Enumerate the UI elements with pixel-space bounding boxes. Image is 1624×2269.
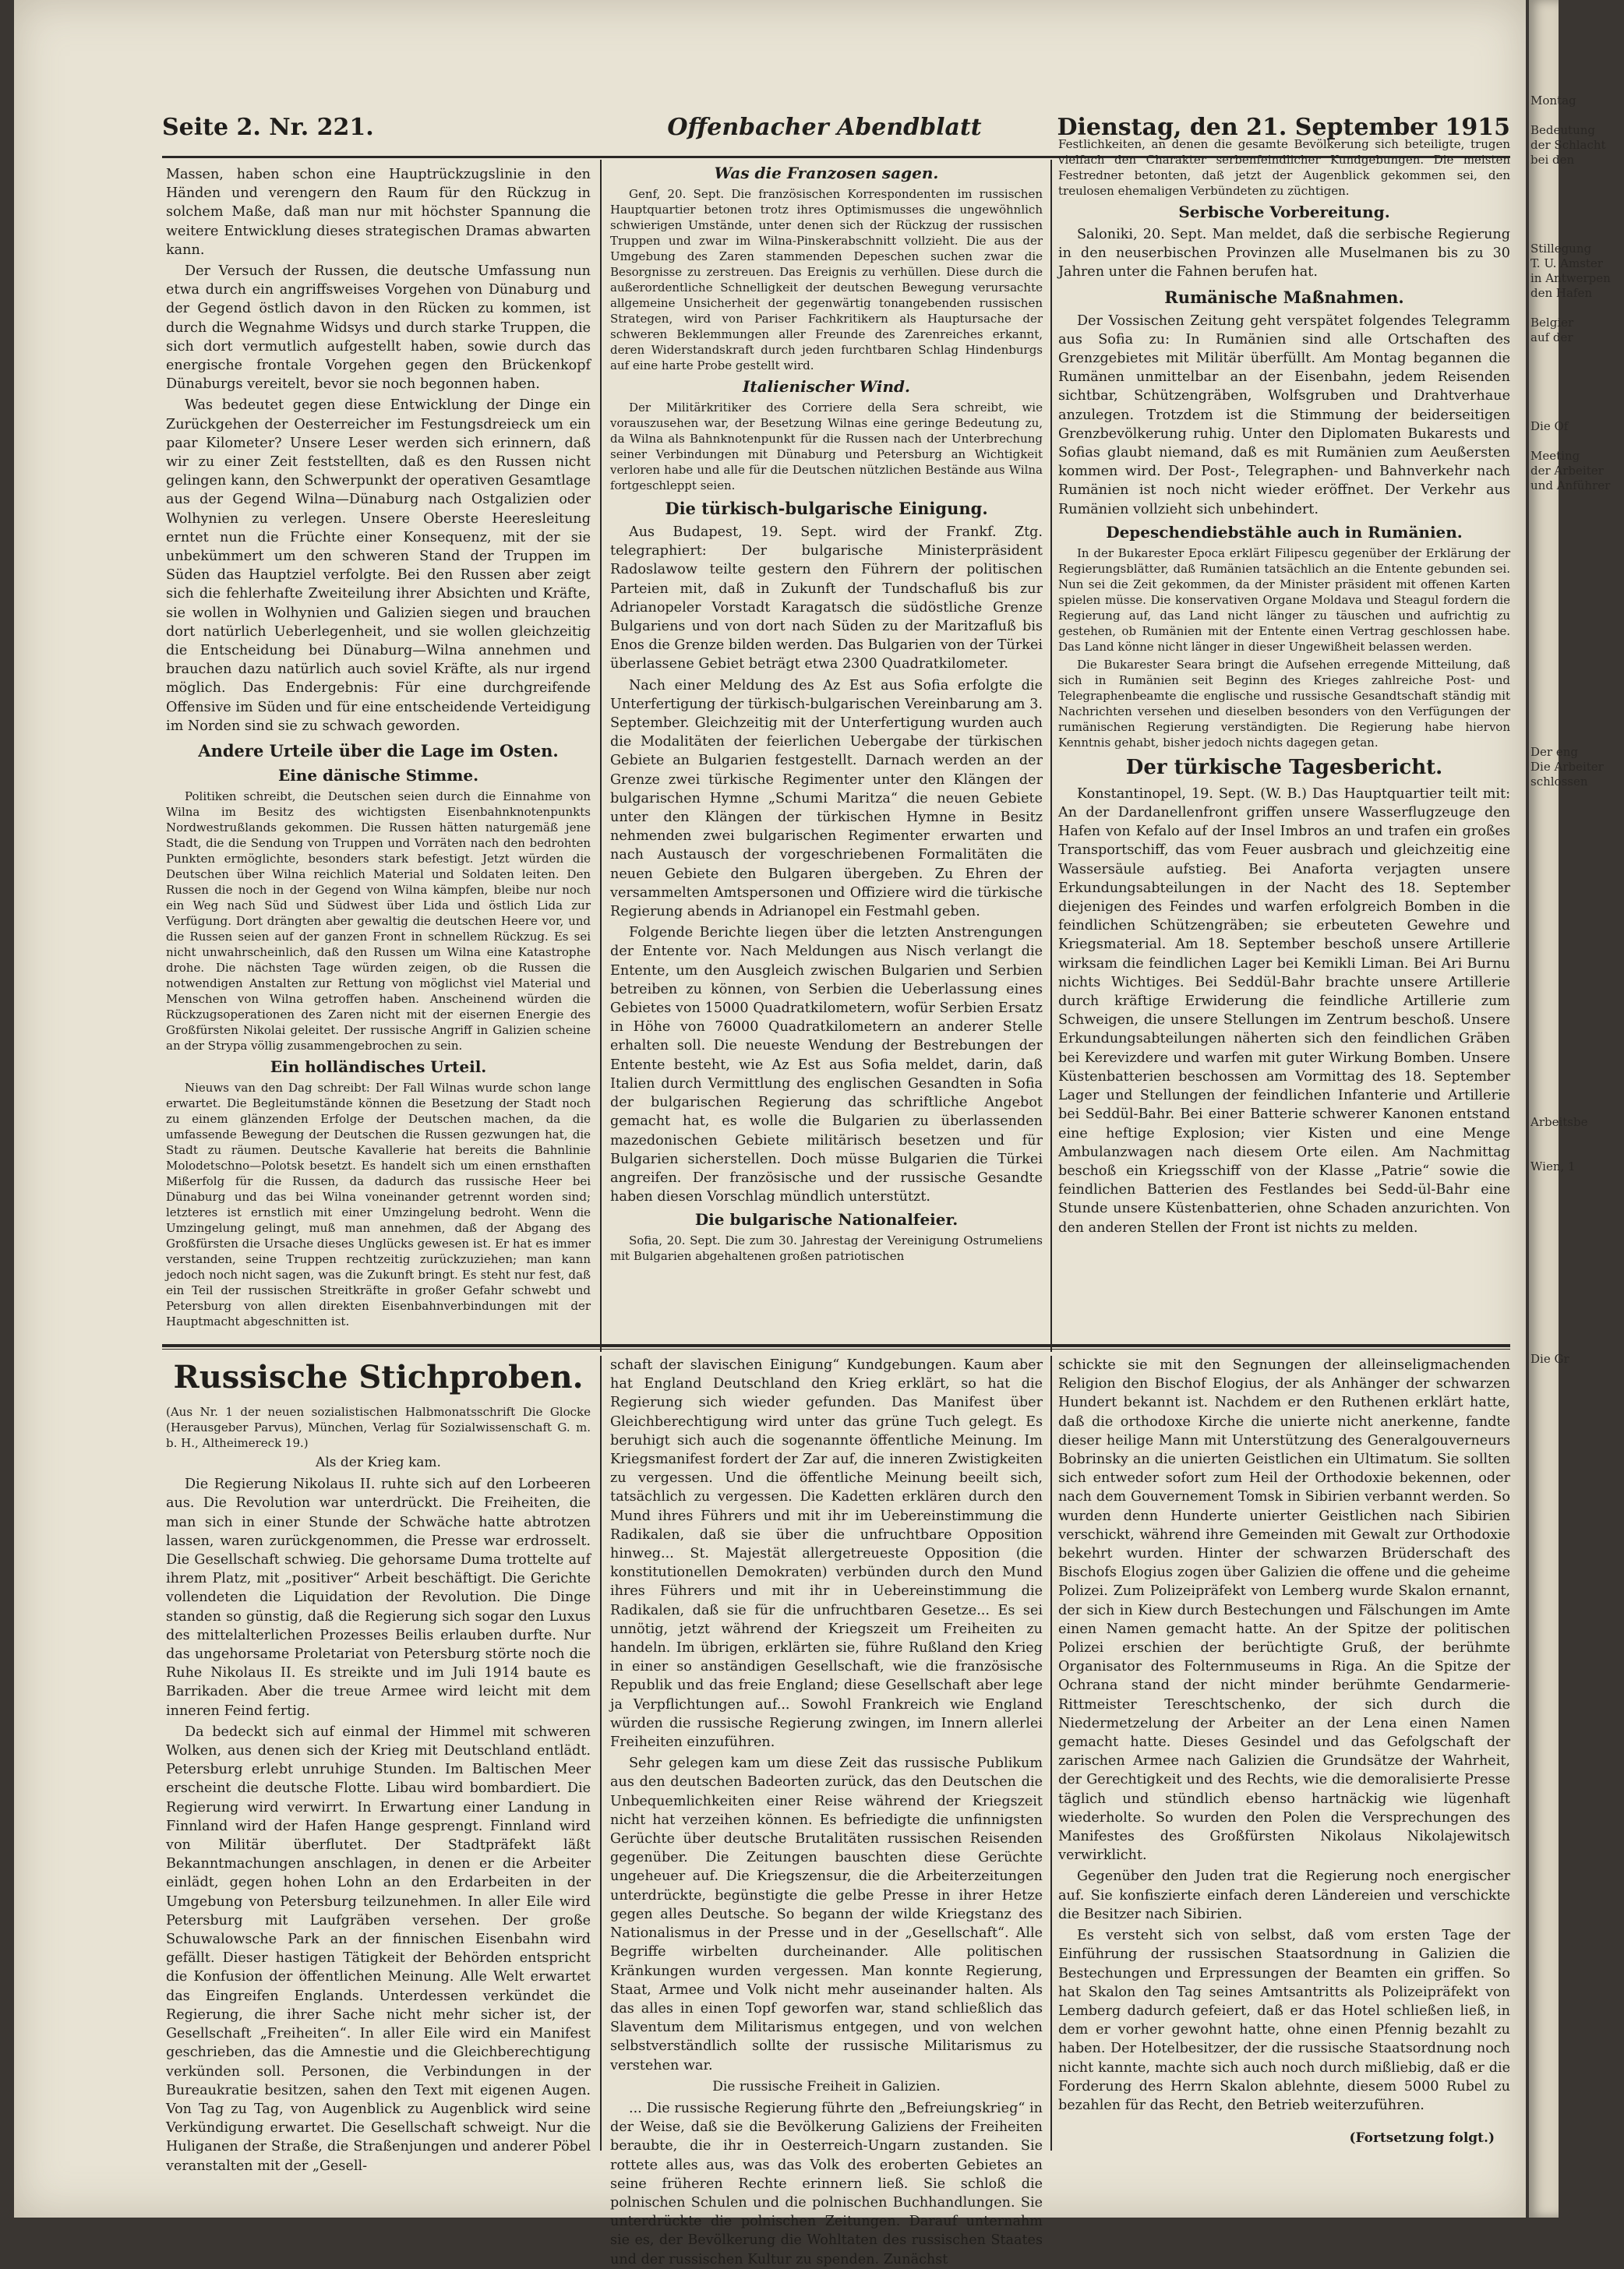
edge-text-line — [1530, 1011, 1624, 1026]
edge-text-line — [1530, 1130, 1624, 1145]
edge-text-line — [1530, 168, 1624, 182]
paragraph: Saloniki, 20. Sept. Man meldet, daß die serbische Regierung in den neuserbischen Provinzen alle Muselmanen bis zu 30 Jahren unter die Fahnen berufen hat. — [1058, 227, 1510, 281]
paragraph: Politiken schreibt, die Deutschen seien durch die Einnahme von Wilna im Besitz des wichtigsten Eisenbahnknotenpunkts Nordwestrußlands gekommen. Die Russen hätten naturgemäß jene Stadt, die die Sendung von Truppen und Vorräten nach den bedrohten Punkten ermöglichte, besonders stark befestigt. Jetzt würden die Deutschen über Wilna reichlich Material und Soldaten leiten. Den Russen die noch in der Gegend von Wilna kämpfen, bleibe nur noch ein Weg nach Süd und Südwest über Lida und östlich Lida zur Verfügung. Dort drängten aber gewaltig die deutschen Heere vor, und die Russen seien auf der ganzen Front in schnellem Rückzug. Es sei nicht unwahrscheinlich, daß den Russen um Wilna eine Katastrophe drohe. Die nächsten Tage würden zeigen, ob die Russen die notwendigen Anstalten zur Rettung von möglichst viel Material und Menschen von Wilna getroffen haben. Anscheinend würden die Rückzugsoperationen des Zaren nicht mit der eisernen Energie des Großfürsten Nikolai geleitet. Der russische Angriff in Galizien scheine an der Strypa völlig zusammengebrochen zu sein. — [166, 789, 591, 1053]
next-page-edge — [1529, 0, 1611, 2218]
edge-text-line: Arbeitsbe — [1530, 1115, 1588, 1129]
edge-text-line — [1530, 967, 1624, 982]
edge-text-line — [1530, 375, 1624, 390]
paragraph: Massen, haben schon eine Hauptrückzugslinie in den Händen und verengern den Raum für den Rückzug in solchem Maße, daß man nur mit höchster Spannung die weitere Entwicklung dieses strategischen Dramas abwarten kann. — [166, 167, 591, 258]
paragraph: schickte sie mit den Segnungen der alleinseligmachenden Religion den Bischof Elogius, der als Anhänger der schwarzen Hundert bekannt ist. Nachdem er den Ruthenen erklärt hatte, daß die orthodoxe Kirche die unierte nicht anerkenne, fandte dieser heilige Mann mit Unterstützung des Generalgouverneurs Bobrinsky an die unierten Geistlichen ein Ultimatum. Sie sollten sich entweder sofort zum Heil der Orthodoxie bekennen, oder nach dem Gouvernement Tomsk in Sibirien verbannt werden. So wurden denn Hunderte unierter Geistlichen nach Sibirien verschickt, während ihre Gemeinden mit Gewalt zur Orthodoxie bekehrt wurden. Hinter der schwarzen Brüderschaft des Bischofs Elogius zogen über Galizien die offene und die geheime Polizei. Zum Polizeipräfekt von Lemberg wurde Skalon ernannt, der sich in Kiew durch Bestechungen und Fälschungen im Amte einen Namen gemacht hatte. An der Spitze der politischen Polizei erschien der berüchtigte Gruß, der berühmte Organisator des Folternmuseums in Riga. An die Spitze der Ochrana stand der nicht minder berühmte Gendarmerie-Rittmeister Tereschtschenko, der sich durch die Niedermetzelung der Arbeiter an der Lena einen Namen gemacht hatte. Dieses Gesindel und das Gefolgschaft der zarischen Armee nach Galizien die Grundsätze der Wahrheit, der Gerechtigkeit und des Rechts, wie die demoralisierte Presse täglich und stündlich ebenso hartnäckig wie lügenhaft wiederholte. So wurden den Polen die Versprechungen des Manifestes des Großfürsten Nikolaus Nikolajewitsch verwirklicht. — [1058, 1357, 1510, 1864]
edge-text-line — [1530, 878, 1624, 893]
headline-depeschen: Depeschendiebstähle auch in Rumänien. — [1106, 522, 1463, 542]
edge-text-line — [1530, 612, 1624, 626]
edge-text-line — [1530, 1293, 1624, 1307]
paragraph: Der Versuch der Russen, die deutsche Umfassung nun etwa durch ein angriffsweises Vorgehen von Dünaburg und der Gegend östlich davon in den Rücken zu kommen, ist durch die Wegnahme Widsys und durch starke Truppen, die sich dort vermutlich aufgestellt haben, sowie durch das energische frontale Vorgehen gegen den Brückenkopf Dünaburgs vereitelt, bevor sie noch begonnen haben. — [166, 263, 591, 393]
edge-text-line: den Hafen — [1530, 286, 1593, 300]
edge-text-line — [1530, 1100, 1624, 1115]
edge-text-line — [1530, 982, 1624, 997]
edge-text-line — [1530, 1382, 1624, 1396]
edge-text-line: Montag — [1530, 94, 1576, 108]
edge-text-line: Wien, 1 — [1530, 1159, 1576, 1173]
column-rule — [600, 1356, 602, 2151]
headline-franzosen: Was die Franzosen sagen. — [714, 164, 939, 182]
headline-tuerkisch-bulgarisch: Die türkisch-bulgarische Einigung. — [665, 499, 988, 518]
paragraph: Nach einer Meldung des Az Est aus Sofia erfolgte die Unterfertigung der türkisch-bulgarischen Vereinbarung am 3. September. Gleichzeitig mit der Unterfertigung wurden auch die Modalitäten der feierlichen Uebergabe der türkischen Gebiete an Bulgarien festgestellt. Darnach werden an der Grenze zwei türkische Regimenter unter den Klängen der bulgarischen Hymne „Schumi Maritza“ die neuen Gebiete unter den Klängen der türkischen Hymne in Besitz nehmenden zwei bulgarischen Regimenter erwarten und nach Austausch der vorgeschriebenen Formalitäten die neuen Gebiete den Bulgaren übergeben. Zu Ehren der versammelten Amtspersonen und Offiziere wird die türkische Regierung abends in Adrianopel ein Festmahl geben. — [610, 677, 1043, 920]
edge-text-line — [1530, 301, 1624, 316]
column-1 — [166, 165, 591, 1350]
subheadline-krieg: Als der Krieg kam. — [316, 1455, 441, 1470]
headline-nationalfeier: Die bulgarische Nationalfeier. — [694, 1210, 959, 1230]
edge-text-line — [1530, 597, 1624, 612]
continuation-note: (Fortsetzung folgt.) — [1349, 2130, 1495, 2146]
newspaper-title: Offenbacher Abendblatt — [667, 114, 982, 141]
edge-text-line: Bedeutung — [1530, 123, 1595, 137]
paragraph: Konstantinopel, 19. Sept. (W. B.) Das Hauptquartier teilt mit: An der Dardanellenfront griffen unsere Wasserflugzeuge den Hafen von Kefalo auf der Insel Imbros an und trafen ein großes Transportschiff, das vom Feuer ausbrach und gleichzeitig eine Wassersäule aufstieg. Bei Anaforta verjagten unsere Erkundungsabteilungen in der Nacht des 18. September diejenigen des Feindes und warfen erfolgreich Bomben in die feindlichen Schützengräben; sie erbeuteten Gewehre und Kriegsmaterial. Am 18. September beschoß unsere Artillerie wirksam die feindlichen Lager bei Kemikli Liman. Bei Ari Burnu nichts Wichtiges. Bei Seddül-Bahr brachte unsere Artillerie durch kräftige Erwiderung die feindliche Artillerie zum Schweigen, die unsere Stellungen im Zentrum beschoß. Unsere Erkundungsabteilungen näherten sich den feindlichen Gräben bei Kerevizdere und warfen mit guter Wirkung Bomben. Unsere Küstenbatterien beschossen am Vormittag des 18. September Lager und Stellungen der feindlichen Infanterie und Artillerie bei Seddül-Bahr. Bei einer Batterie schwerer Kanonen entstand eine heftige Explosion; vier Kisten und eine Menge Ambulanzwagen nach diesem Orte eilen. Am Nachmittag beschoß ein Kriegsschiff von der Klasse „Patrie“ sowie die feindlichen Batterien des Festlandes bei Sedd-ül-Bahr eine Stunde unsere Küstenbatterien, ohne Schaden anzurichten. Von den anderen Stellen der Front ist nichts zu melden. — [1058, 785, 1510, 1236]
column-3 — [1058, 136, 1510, 1350]
edge-text-line: bei den — [1530, 153, 1575, 167]
edge-text-line — [1530, 523, 1624, 538]
edge-text-line: der Arbeiter — [1530, 464, 1604, 478]
edge-text-line — [1530, 404, 1624, 419]
edge-text-line: in Antwerpen — [1530, 271, 1611, 285]
paragraph: Folgende Berichte liegen über die letzten Anstrengungen der Entente vor. Nach Meldungen aus Nisch verlangt die Entente, um den Ausgleich zwischen Bulgarien und Serbien betreiben zu können, von Serbien die Ueberlassung eines Gebietes von 15000 Quadratkilometern, wofür Serbien Ersatz in Höhe von 76000 Quadratkilometern an anderer Stelle erhalten soll. Die neueste Wendung der Bestrebungen der Entente besteht, wie Az Est aus Sofia meldet, darin, daß Italien durch Vermittlung des englischen Gesandten in Sofia der bulgarischen Regierung das schriftliche Angebot gemacht hat, es wolle die Bulgarien zu überlassenden mazedonischen Gebiete militärisch besetzen und für Bulgarien sicherstellen. Doch müsse Bulgarien die Türkei angreifen. Der französische und der russische Gesandte haben diesen Vorschlag mündlich unterstützt. — [610, 925, 1043, 1205]
subheadline-daenisch: Eine dänische Stimme. — [277, 766, 479, 785]
paragraph: schaft der slavischen Einigung“ Kundgebungen. Kaum aber hat England Deutschland den Krieg erklärt, so hat die Regierung sich wieder gefunden. Das Manifest über Gleichberechtigung wird unter das grüne Tuch gelegt. Es beruhigt sich auch die sogenannte öffentliche Meinung. Im Kriegsmanifest fordert der Zar auf, die inneren Zwistigkeiten zu vergessen. Und die öffentliche Meinung beeilt sich, tatsächlich zu vergessen. Die Kadetten erklären durch den Mund ihres Führers und mit ihr im Uebereinstimmung die Radikalen, daß sie über die unfruchtbare Opposition hinweg... St. Majestät allergetreueste Opposition (die konstitutionellen Demokraten) verbünden durch den Mund ihres Führers und mit ihr in Uebereinstimmung die Radikalen, daß sie für die unfruchtbaren Gesetze... Es sei unnötig, jetzt während der Kriegszeit um Freiheiten zu handeln. Im übrigen, erklärten sie, führe Rußland den Krieg in einer so anständigen Gesellschaft, wie die französische Republik und das freie England; diese Gesellschaft aber lege ja Verpflichtungen auf... Sowohl Frankreich wie England würden die russische Regierung zwingen, im Innern allerlei Freiheiten einzuführen. — [610, 1357, 1043, 1751]
edge-text-line — [1530, 686, 1624, 700]
edge-text-line — [1530, 1307, 1624, 1322]
paragraph: Was bedeutet gegen diese Entwicklung der Dinge ein Zurückgehen der Oesterreicher im Festungsdreieck um ein paar Kilometer? Unsere Leser werden sich erinnern, daß wir zu einer Zeit feststellten, daß es den Russen nicht gelingen kann, den Schwerpunkt der operativen Gesamtlage aus der Gegend Wilna—Dünaburg nach Ostgalizien oder Wolhynien zu verlegen. Unsere Oberste Heeresleitung erntet nun die Früchte einer Konsequenz, mit der sie unbekümmert um den schweren Stand der Truppen im Süden das Hauptziel verfolgte. Bei den Russen aber zeigt sich die fehlerhafte Zweiteilung ihrer Absichten und Kräfte, sie wollen in Wolhynien und Galizien siegen und brauchen dort natürlich Ueberlegenheit, und sie wollen gleichzeitig die Entscheidung bei Dünaburg—Wilna annehmen und brauchen dazu natürlich auch soviel Kräfte, als nur irgend möglich. Das Endergebnis: Für eine durchgreifende Offensive im Süden und für eine entscheidende Verteidigung im Norden sind sie zu schwach geworden. — [166, 397, 591, 734]
edge-text-line — [1530, 641, 1624, 656]
edge-text-line — [1530, 804, 1624, 819]
edge-text-line — [1530, 700, 1624, 715]
edge-text-line — [1530, 1189, 1624, 1204]
column-rule — [1050, 160, 1052, 1352]
edge-text-line — [1530, 671, 1624, 686]
headline-rumaenisch: Rumänische Maßnahmen. — [1164, 287, 1404, 307]
paragraph: Die Regierung Nikolaus II. ruhte sich auf den Lorbeeren aus. Die Revolution war unterdrückt. Die Freiheiten, die man sich in einer Stunde der Schwäche hatte abtrotzen lassen, waren zurückgenommen, die Presse war erdrosselt. Die Gesellschaft schwieg. Die gehorsame Duma trottelte auf ihrem Platz, mit „positiver“ Arbeit beschäftigt. Die Gerichte vollendeten die Liquidation der Revolution. Die Dinge standen so günstig, daß die Regierung sich sogar den Luxus des mittelalterlichen Prozesses Beilis erlauben durfte. Nur das ungehorsame Proletariat von Petersburg störte noch die Ruhe Nikolaus II. Es streikte und im Juli 1914 baute es Barrikaden. Aber die treue Armee wird leicht mit dem inneren Feind fertig. — [166, 1477, 591, 1719]
edge-text-line — [1530, 508, 1624, 523]
edge-text-line — [1530, 1204, 1624, 1219]
edge-text-line: Die Gr — [1530, 1352, 1569, 1366]
edge-text-line — [1530, 552, 1624, 567]
edge-text-line — [1530, 182, 1624, 197]
edge-text-line — [1530, 1056, 1624, 1071]
edge-text-line — [1530, 197, 1624, 212]
issue-date: Dienstag, den 21. September 1915 — [1057, 114, 1510, 141]
feuilleton-column-2 — [610, 1356, 1043, 2267]
edge-text-line: Stillegung — [1530, 242, 1592, 256]
paragraph: Da bedeckt sich auf einmal der Himmel mit schweren Wolken, aus denen sich der Krieg mit Deutschland entlädt. Petersburg erlebt unruhige Stunden. Im Baltischen Meer erscheint die deutsche Flotte. Libau wird bombardiert. Die Regierung wird verwirrt. In Erwartung einer Landung in Finnland wird der Hafen Hange gesprengt. Finnland wird von Militär überflutet. Der Stadtpräfekt läßt Bekanntmachungen anschlagen, in denen er die Arbeiter einlädt, gegen hohen Lohn an den Erdarbeiten in der Umgebung von Petersburg teilzunehmen. In aller Eile wird Petersburg mit Laufgräben versehen. Der große Schuwalowsche Park an der finnischen Eisenbahn wird gefällt. Dieser hastigen Tätigkeit der Behörden entspricht die Konfusion der öffentlichen Meinung. Alle Welt erwartet das Eingreifen Englands. Unterdessen verkündet die Regierung, die ihrer Sache nicht mehr sicher ist, der Gesellschaft „Freiheiten“. In aller Eile wird ein Manifest geschrieben, das die Amnestie und die Gleichberechtigung verkünden soll. Personen, die Verbindungen in der Bureaukratie besitzen, sahen den Text mit eigenen Augen. Von Tag zu Tag, von Augenblick zu Augenblick wird seine Verkündigung erwartet. Die Gesellschaft schweigt. Nur die Huliganen der Straße, die Straßenjungen und anderer Pöbel veranstalten mit der „Gesell- — [166, 1724, 591, 2174]
edge-text-line — [1530, 1248, 1624, 1263]
paragraph: Gegenüber den Juden trat die Regierung noch energischer auf. Sie konfiszierte einfach deren Ländereien und verschickte die Besitzer nach Sibirien. — [1058, 1868, 1510, 1922]
paragraph: Sehr gelegen kam um diese Zeit das russische Publikum aus den deutschen Badeorten zurück, das den Deutschen die Unbequemlichkeiten einer Reise während der Kriegszeit nicht hat verzeihen können. Es befriedigte die unfinnigsten Gerüchte über deutsche Brutalitäten russischen Reisenden gegenüber. Die Zeitungen bauschten diese Gerüchte ungeheuer auf. Die Kriegszensur, die die Arbeiterzeitungen unterdrückte, begünstigte die gelbe Presse in ihrer Hetze gegen alles Deutsche. So begann der wilde Kriegstanz des Nationalismus in der Presse und in der „Gesellschaft“. Alle Begriffe wirbelten durcheinander. Alle politischen Kränkungen wurden vergessen. Man konnte Regierung, Staat, Armee und Volk nicht mehr auseinander halten. Als das alles in einen Topf geworfen war, stand schließlich das Slaventum dem Militarismus entgegen, und von welchen selbstverständlich sollte der russische Militarismus zu verstehen war. — [610, 1756, 1043, 2073]
edge-text-line — [1530, 538, 1624, 552]
edge-text-line — [1530, 952, 1624, 967]
column-rule — [1050, 1356, 1052, 2151]
edge-text-line — [1530, 1071, 1624, 1085]
headline-tagesbericht: Der türkische Tagesbericht. — [1125, 755, 1443, 779]
paragraph: Genf, 20. Sept. Die französischen Korrespondenten im russischen Hauptquartier betonen trotz ihres Optimismusses die ungewöhnlich schwierigen Umstände, unter denen sich der Rückzug der russischen Truppen und zwar im Wilna-Pinskerabschnitt vollzieht. Die aus der Umgebung des Zaren stammenden Depeschen suchen zwar die Besorgnisse zu zerstreuen. Das Ereignis zu verhüllen. Diese durch die außerordentliche Schnelligkeit der deutschen Bewegung verursachte allgemeine Unsicherheit der gegenwärtig tonangebenden russischen Strategen, wird von Pariser Fachkritikern als Hauptursache der schweren Beklemmungen aller Freunde des Zarenreiches erkannt, deren Widerstandskraft durch jeden furchtbaren Schlag Hindenburgs auf eine harte Probe gestellt wird. — [610, 187, 1043, 372]
feuilleton-title: Russische Stichproben. — [173, 1359, 584, 1396]
paragraph: Der Militärkritiker des Corriere della Sera schreibt, wie vorauszusehen war, der Besetzung Wilnas eine geringe Bedeutung zu, da Wilna als Bahnknotenpunkt für die Russen nach der Unterbrechung seiner Verbindungen mit Dünaburg und Petersburg an Wichtigkeit verloren habe und alle für die Deutschen nützlichen Bestände aus Wilna fortgeschleppt seien. — [610, 401, 1043, 492]
paragraph: Sofia, 20. Sept. Die zum 30. Jahrestag der Vereinigung Ostrumeliens mit Bulgarien abgehaltenen großen patriotischen — [610, 1233, 1043, 1264]
page-number: Seite 2. Nr. 221. — [162, 114, 374, 141]
edge-text-line — [1530, 656, 1624, 671]
edge-text-line — [1530, 819, 1624, 834]
edge-text-line — [1530, 893, 1624, 908]
edge-text-line: auf der — [1530, 330, 1573, 344]
newspaper-page — [14, 0, 1526, 2267]
edge-text-line — [1530, 582, 1624, 597]
edge-text-line — [1530, 1085, 1624, 1100]
edge-text-line — [1530, 937, 1624, 952]
paragraph: In der Bukarester Epoca erklärt Filipescu gegenüber der Erklärung der Regierungsblätter, daß Rumänien tatsächlich an die Entente gebunden sei. Nun sei die Zeit gekommen, da der Minister präsident mit offenen Karten spielen müsse. Die konservativen Organe Moldava und Steagul fordern die Regierung auf, das Land nicht länger zu täuschen und aufrichtig zu gestehen, ob Rumänien mit der Entente einen Vertrag geschlossen habe. Das Land könne nicht länger in dieser Ungewißheit belassen werden. — [1058, 545, 1510, 654]
paragraph: Aus Budapest, 19. Sept. wird der Frankf. Ztg. telegraphiert: Der bulgarische Ministerpräsident Radoslawow teilte gestern den Führern der politischen Parteien mit, daß in Zukunft der Tundschafluß bis zur Adrianopeler Vorstadt Karagatsch die südöstliche Grenze Bulgariens und von dort nach Süden zu der Maritzafluß bis Enos die Grenze bilden werden. Das Bulgarien von der Türkei überlassene Gebiet beträgt etwa 2300 Quadratkilometer. — [610, 524, 1043, 672]
edge-text-line — [1530, 997, 1624, 1011]
edge-text-line — [1530, 923, 1624, 937]
edge-text-line — [1530, 715, 1624, 730]
edge-text-line — [1530, 493, 1624, 508]
section-rule — [162, 1349, 1510, 1350]
edge-text-line — [1530, 789, 1624, 804]
edge-text-line: Die Arbeiter — [1530, 760, 1604, 774]
edge-text-line — [1530, 849, 1624, 863]
edge-text-line — [1530, 1145, 1624, 1159]
edge-text-line — [1530, 626, 1624, 641]
edge-text-line — [1530, 730, 1624, 745]
edge-text-line — [1530, 108, 1624, 123]
headline-serbisch: Serbische Vorbereitung. — [1178, 203, 1390, 221]
edge-text-line: und Anführer — [1530, 478, 1611, 492]
edge-text-line — [1530, 360, 1624, 375]
edge-text-line — [1530, 1041, 1624, 1056]
edge-text-line — [1530, 227, 1624, 242]
subheadline-hollaendisch: Ein holländisches Urteil. — [270, 1057, 487, 1077]
source-note: (Aus Nr. 1 der neuen sozialistischen Halbmonatsschrift Die Glocke (Herausgeber Parvus), München, Verlag für Sozialwissenschaft G. m. b. H., Altheimereck 19.) — [166, 1405, 591, 1450]
edge-text-line: der Schlacht — [1530, 138, 1606, 152]
headline-andere-urteile: Andere Urteile über die Lage im Osten. — [198, 741, 559, 761]
edge-text-line — [1530, 1322, 1624, 1337]
edge-text-line — [1530, 390, 1624, 404]
edge-text-line — [1530, 908, 1624, 923]
edge-text-line — [1530, 212, 1624, 227]
edge-text-line — [1530, 1337, 1624, 1352]
edge-text-line: Die Of — [1530, 419, 1569, 433]
edge-text-line — [1530, 1367, 1624, 1382]
paragraph: Der Vossischen Zeitung geht verspätet folgendes Telegramm aus Sofia zu: In Rumänien sind alle Ortschaften des Grenzgebietes mit Militär überfüllt. Am Montag begannen die Rumänen unmittelbar an der Eisenbahn, jedem Reisenden sichtbar, Schützengräben, Wolfsgruben und Drahtverhaue anzulegen. Trotzdem ist die Stimmung der beiderseitigen Grenzbevölkerung ruhig. Unter den Diplomaten Bukarests und Sofias glaubt niemand, daß es mit Rumänien zum Aeußersten kommen wird. Der Post-, Telegraphen- und Bahnverkehr nach Rumänien ist noch nicht wieder eröffnet. Der Verkehr aus Rumänien vollzieht sich unbehindert. — [1058, 312, 1510, 517]
edge-text-line — [1530, 863, 1624, 878]
column-2 — [610, 160, 1043, 1350]
edge-text-line — [1530, 434, 1624, 449]
paragraph: Die Bukarester Seara bringt die Aufsehen erregende Mitteilung, daß sich in Rumänien seit Beginn des Krieges zahlreiche Post- und Telegraphenbeamte die englische und russische Gesandtschaft ständig mit Nachrichten versehen und dieselben besonders von den Verfügungen der rumänischen Regierung verständigten. Die Regierung habe hiervon Kenntnis gehabt, bisher jedoch nichts dagegen getan. — [1058, 657, 1510, 750]
subheadline-galizien: Die russische Freiheit in Galizien. — [712, 2078, 941, 2094]
paragraph: Nieuws van den Dag schreibt: Der Fall Wilnas wurde schon lange erwartet. Die Begleitumstände können die Besetzung der Stadt noch zu einem glänzenden Erfolge der Deutschen machen, da die umfassende Bewegung der Deutschen die Russen gezwungen hat, die Stadt zu räumen. Deutsche Kavallerie hat bereits die Bahnlinie Molodetschno—Polotsk besetzt. Es handelt sich um einen ernsthaften Mißerfolg für die Russen, da dadurch das russische Heer bei Dünaburg und das bei Wilna voneinander getrennt worden sind; letzteres ist ernstlich mit einer Umzingelung bedroht. Wenn die Umzingelung gelingt, muß man annehmen, daß der Abgang des Großfürsten die Ursache dieses Unglücks gewesen ist. Er hat es immer verstanden, seine Truppen rechtzeitig zurückzuziehen; man kann jedoch noch nicht sagen, was die Zukunft bringt. Es steht nur fest, daß ein Teil der russischen Streitkräfte in großer Gefahr schwebt und Petersburg von allen direkten Eisenbahnverbindungen mit der Hauptmacht abgeschnitten ist. — [166, 1081, 591, 1329]
next-page-text — [1530, 94, 1624, 1396]
paragraph: Festlichkeiten, an denen die gesamte Bevölkerung sich beteiligte, trugen vielfach den Charakter serbenfeindlicher Kundgebungen. Die meisten Festredner betonten, daß jetzt der Augenblick gekommen sei, den treulosen ehemaligen Verbündeten zu züchtigen. — [1058, 137, 1510, 198]
edge-text-line — [1530, 1233, 1624, 1248]
edge-text-line — [1530, 345, 1624, 360]
feuilleton-column-3 — [1058, 1356, 1510, 2127]
edge-text-line — [1530, 1278, 1624, 1293]
headline-italienisch: Italienischer Wind. — [742, 377, 910, 396]
edge-text-line — [1530, 1174, 1624, 1189]
column-rule — [600, 160, 602, 1352]
edge-text-line: Belgier — [1530, 316, 1574, 330]
continuation-row — [1058, 2127, 1510, 2151]
edge-text-line: schlossen — [1530, 775, 1588, 789]
section-rule — [162, 1344, 1510, 1347]
edge-text-line — [1530, 1026, 1624, 1041]
paragraph: Es versteht sich von selbst, daß vom ersten Tage der Einführung der russischen Staatsordnung in Galizien die Bestechungen und Erpressungen der Beamten ein griffen. So hat Skalon den Tag seines Amtsantritts als Polizeipräfekt von Lemberg dadurch gefeiert, daß er das Hotel schließen ließ, in dem er vorher gewohnt hatte, ohne einen Pfennig bezahlt zu haben. Der Hotelbesitzer, der die russische Staatsordnung noch nicht kannte, machte sich auch noch durch mißliebig, daß er die Forderung des Herrn Skalon ablehnte, diesem 5000 Rubel zu bezahlen für das Recht, den Betrieb weiterzuführen. — [1058, 1928, 1510, 2113]
edge-text-line: Meeting — [1530, 449, 1580, 463]
edge-text-line — [1530, 567, 1624, 582]
paragraph: ... Die russische Regierung führte den „Befreiungskrieg“ in der Weise, daß sie die Bevölkerung Galiziens der Freiheiten beraubte, die ihr in Oesterreich-Ungarn zustanden. Sie rottete alles aus, was das Volk des eroberten Gebietes an seine früheren Rechte erinnern ließ. Sie schloß die polnischen Schulen und die polnischen Buchhandlungen. Sie unterdrückte die polnischen Zeitungen. Darauf unternahm sie es, der Bevölkerung die Wohltaten des russischen Staates und der russischen Kultur zu spenden. Zunächst — [610, 2100, 1043, 2267]
edge-text-line: Der eng — [1530, 745, 1578, 759]
edge-text-line: T. U. Amster — [1530, 256, 1603, 270]
edge-text-line — [1530, 834, 1624, 849]
feuilleton-column-1 — [166, 1356, 591, 2174]
edge-text-line — [1530, 1219, 1624, 1233]
edge-text-line — [1530, 1263, 1624, 1278]
